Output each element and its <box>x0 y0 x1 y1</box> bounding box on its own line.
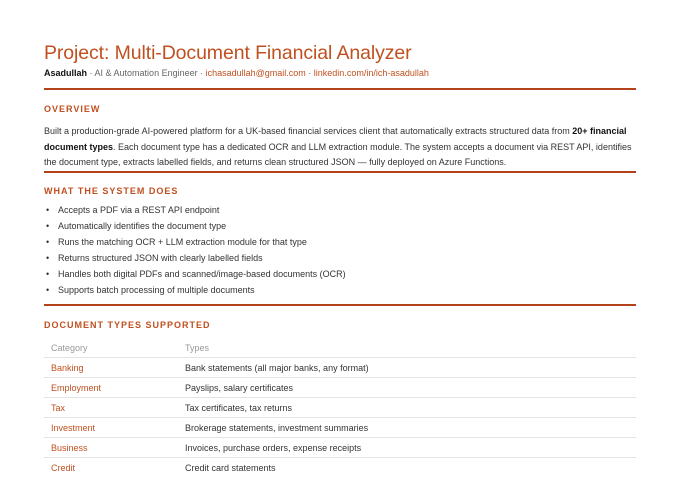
divider <box>44 171 636 173</box>
list-item: • Handles both digital PDFs and scanned/image-based documents (OCR) <box>44 266 346 282</box>
linkedin-link[interactable]: linkedin.com/in/ich-asadullah <box>313 68 429 78</box>
category-cell: Employment <box>51 382 102 393</box>
separator: · <box>305 68 314 78</box>
author-name: Asadullah <box>44 68 88 78</box>
separator: · <box>87 68 95 78</box>
types-cell: Credit card statements <box>185 462 276 473</box>
overview-text-end: . Each document type has a dedicated OCR and LLM extraction module. The system accepts a document via REST API, identifies the document type, extracts labelled fields, and returns clean structured JSON — fully deployed on Azure Functions. <box>44 141 632 167</box>
list-item: • Supports batch processing of multiple documents <box>44 282 346 298</box>
column-header-types: Types <box>185 342 210 353</box>
table-header-row <box>44 338 636 357</box>
table-row <box>44 357 636 377</box>
category-cell: Tax <box>51 402 66 413</box>
table-row <box>44 377 636 397</box>
category-cell: Investment <box>51 422 96 433</box>
separator: · <box>197 68 206 78</box>
category-cell: Banking <box>51 362 84 373</box>
overview-text: Built a production-grade AI-powered platform for a UK-based financial services client that automatically extracts structured data from <box>44 126 573 136</box>
what-it-does-heading: WHAT THE SYSTEM DOES <box>44 186 179 196</box>
table-row <box>44 397 636 417</box>
table-row <box>44 457 636 477</box>
list-item: • Automatically identifies the document type <box>44 218 346 234</box>
list-item: • Runs the matching OCR + LLM extraction module for that type <box>44 234 346 250</box>
types-cell: Tax certificates, tax returns <box>185 402 293 413</box>
overview-heading: OVERVIEW <box>44 104 101 114</box>
doc-types-heading: DOCUMENT TYPES SUPPORTED <box>44 320 211 330</box>
table-row <box>44 417 636 437</box>
doc-types-table <box>44 338 636 477</box>
overview-paragraph <box>44 124 636 171</box>
author-line <box>44 68 429 78</box>
page-title: Project: Multi-Document Financial Analyzer <box>44 42 412 64</box>
category-cell: Business <box>51 442 88 453</box>
overview-highlight: 20+ financial document types <box>44 126 627 152</box>
column-header-category: Category <box>51 342 88 353</box>
feature-list <box>44 202 346 298</box>
table-row <box>44 437 636 457</box>
divider <box>44 88 636 90</box>
types-cell: Invoices, purchase orders, expense receipts <box>185 442 362 453</box>
types-cell: Brokerage statements, investment summaries <box>185 422 369 433</box>
types-cell: Bank statements (all major banks, any format) <box>185 362 369 373</box>
divider <box>44 304 636 306</box>
author-role: AI & Automation Engineer <box>94 68 198 78</box>
email-link[interactable]: ichasadullah@gmail.com <box>205 68 306 78</box>
category-cell: Credit <box>51 462 76 473</box>
types-cell: Payslips, salary certificates <box>185 382 294 393</box>
list-item: • Accepts a PDF via a REST API endpoint <box>44 202 346 218</box>
list-item: • Returns structured JSON with clearly labelled fields <box>44 250 346 266</box>
